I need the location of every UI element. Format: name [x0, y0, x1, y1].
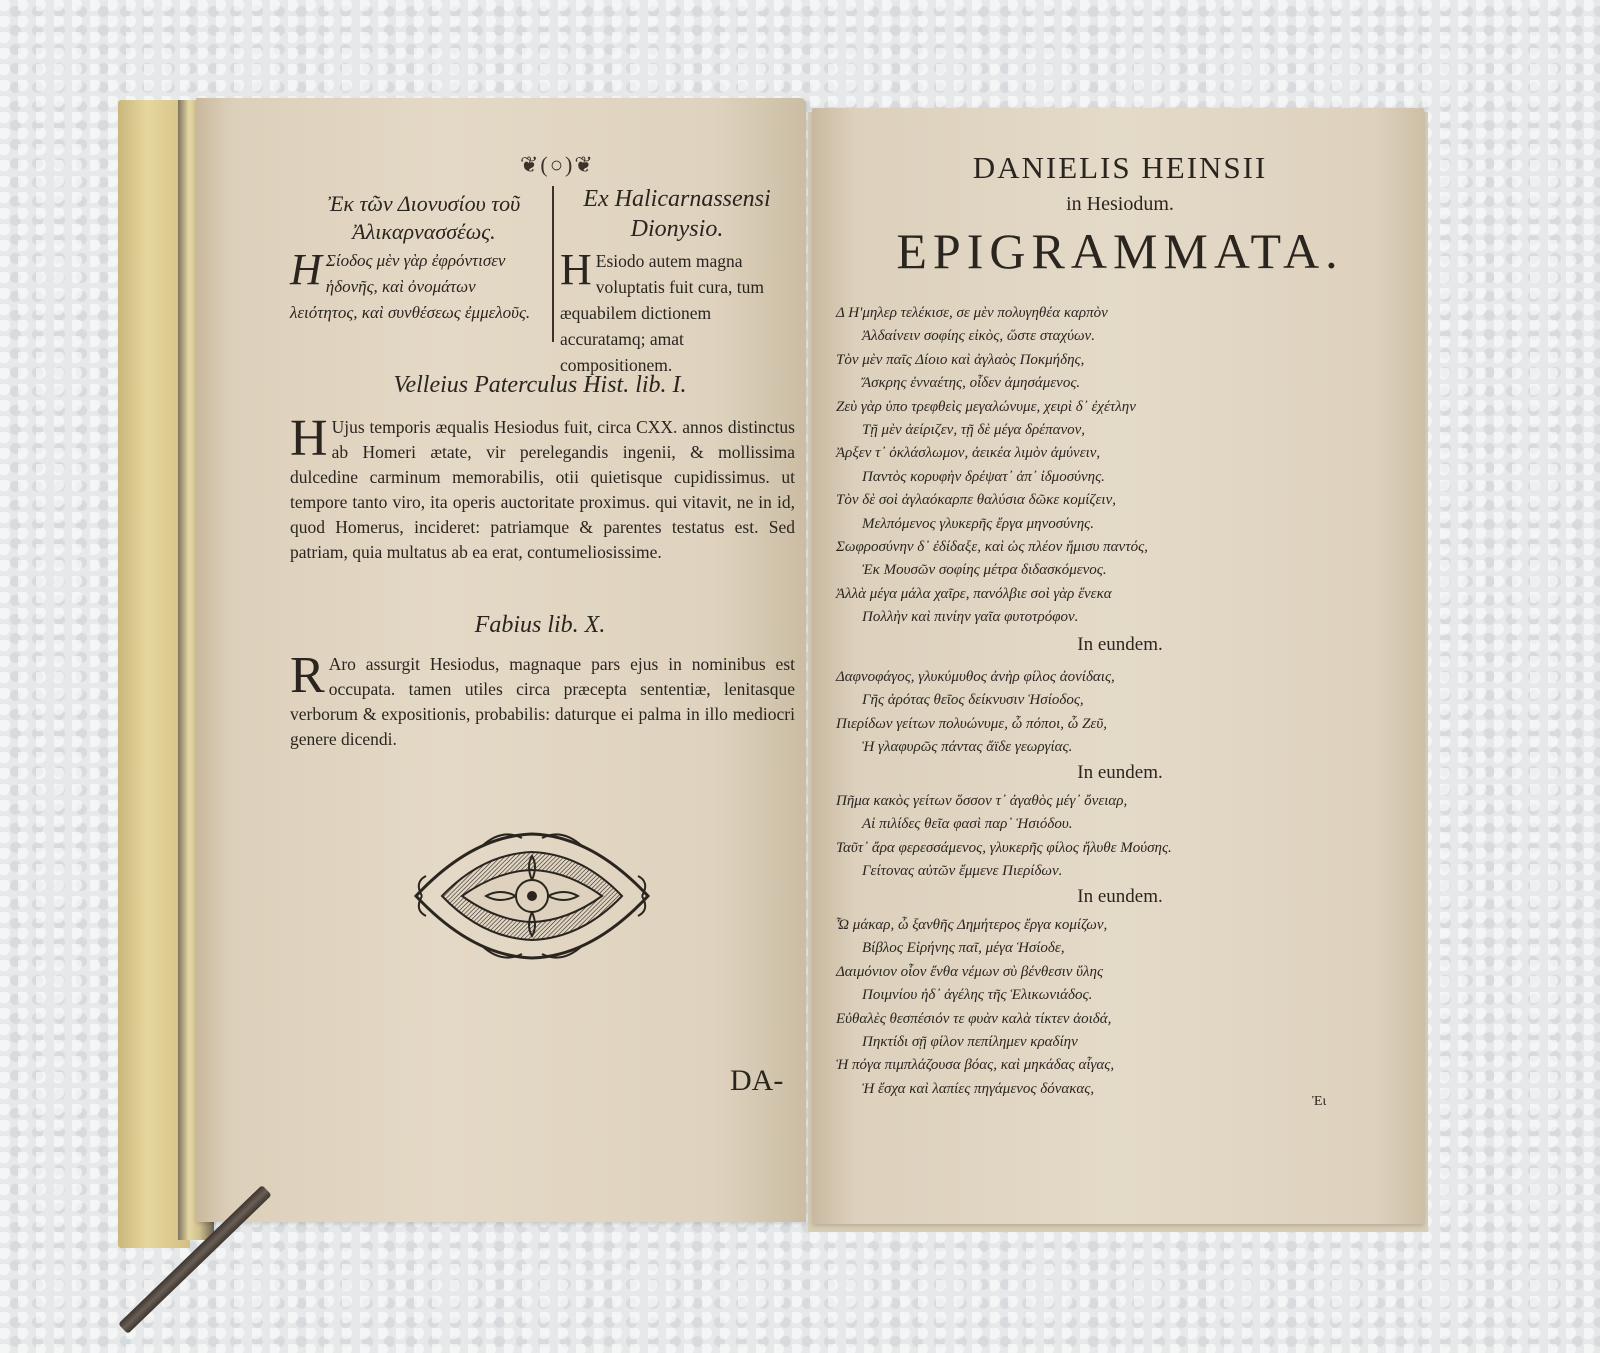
- poem-line: Δαφνοφάγος, γλυκύμυθος ἀνὴρ φίλος ἀονίδαις,: [836, 669, 1115, 685]
- epigram-1: [836, 302, 1306, 630]
- poem-line: Ἡ πόγα πιμπλάζουσα βόας, καὶ μηκάδας αἶγας,: [836, 1057, 1115, 1074]
- poem-line: Τὸν μὲν παῖς Δίοιο καὶ ἀγλαὸς Ποκμήδης,: [836, 351, 1085, 368]
- poem-line: Γείτονας αὐτῶν ἔμμενε Πιερίδων.: [862, 863, 1063, 880]
- section-heading-in-eundem-2: In eundem.: [1077, 762, 1163, 783]
- epigram-2: [836, 666, 1306, 760]
- section-heading-in-eundem-1: In eundem.: [1077, 634, 1163, 655]
- fabius-title: Fabius lib. X.: [474, 612, 606, 638]
- poem-line: Δαιμόνιον οἷον ἔνθα νέμων σὺ βένθεσιν ὕλης: [836, 963, 1104, 980]
- poem-line: Σωφροσύνην δ᾽ ἐδίδαξε, καὶ ὡς πλέον ἥμισυ παντός,: [836, 539, 1148, 556]
- poem-line: Ταῦτ᾽ ἄρα φερεσσάμενος, γλυκερῆς φίλος ἤλυθε Μούσης.: [836, 839, 1172, 856]
- greek-passage: [290, 245, 540, 326]
- velleius-text: Ujus temporis æqualis Hesiodus fuit, circa CXX. annos distinctus ab Homeri ætate, vir perelegandis ingenii, & mollissima dulcedine carminum memorabilis, otii quietisque cupidissimus. ut tempore tanto viro, ita operis auctoritate proximus. qui vitavit, ne in id, quod Homerus, incideret: patriamque & parentes testatus est. Sed patriam, quia multatus ab ea erat, contumeliosissime.: [290, 417, 795, 562]
- latin-text: Esiodo autem magna voluptatis fuit cura, tum æquabilem dictionem accuratamq; amat compositionem.: [560, 251, 764, 375]
- page-header-ornament: ❦(○)❦: [520, 152, 595, 177]
- poem-line: Τὸν δὲ σοὶ ἀγλαόκαρπε θαλύσια δῶκε κομίζειν,: [836, 492, 1116, 509]
- poem-line: Γῆς ἀρότας θεῖος δείκνυσιν Ἡσίοδος,: [862, 692, 1084, 709]
- greek-heading: Ἐκ τῶν Διονυσίου τοῦ Ἀλικαρνασσέως.: [327, 191, 521, 244]
- right-catchword: Ἐι: [1312, 1094, 1327, 1109]
- latin-passage: [560, 245, 800, 378]
- poem-line: Εὐθαλὲς θεσπέσιόν τε φυὰν καλὰ τίκτεν ἀοιδά,: [836, 1010, 1112, 1027]
- column-divider: [552, 186, 554, 342]
- velleius-title: Velleius Paterculus Hist. lib. I.: [393, 372, 687, 398]
- poem-line: Ἀλδαίνειν σοφίης εἰκὸς, ὥστε σταχύων.: [862, 328, 1095, 345]
- left-catchword: DA-: [730, 1064, 784, 1097]
- poem-line: Πολλὴν καὶ πινίην γαῖα φυτοτρόφον.: [862, 609, 1079, 626]
- section-heading-in-eundem-3: In eundem.: [1077, 886, 1163, 907]
- epigram-4: [836, 914, 1306, 1101]
- poem-line: Αἱ πιλίδες θεῖα φασὶ παρ᾽ Ἡσιόδου.: [862, 816, 1073, 833]
- poem-line: Ἄσκρης ἐνναέτης, οἶδεν ἀμησάμενος.: [862, 375, 1081, 392]
- greek-dropcap: H: [290, 245, 322, 294]
- poem-line: Ἡ γλαφυρῶς πάντας ἄϊδε γεωργίας.: [862, 739, 1073, 756]
- epigram-3: [836, 790, 1306, 884]
- page-title: EPIGRAMMATA.: [896, 223, 1344, 279]
- velleius-dropcap: H: [290, 410, 328, 467]
- poem-line: Μελπόμενος γλυκερῆς ἔργα μηνοσύνης.: [862, 515, 1094, 532]
- poem-line: Ποιμνίου ἠδ᾽ ἀγέλης τῆς Ἑλικωνιάδος.: [862, 987, 1093, 1004]
- fabius-dropcap: R: [290, 647, 325, 704]
- poem-line: Βίβλος Εἰρήνης παῖ, μέγα Ἡσίοδε,: [862, 940, 1065, 957]
- author-heading: DANIELIS HEINSII: [972, 150, 1268, 185]
- poem-line: Πῆμα κακὸς γείτων ὅσσον τ᾽ ἀγαθὸς μέγ᾽ ὄνειαρ,: [836, 793, 1128, 809]
- poem-line: Τῇ μὲν ἀείριζεν, τῇ δὲ μέγα δρέπανον,: [862, 422, 1086, 439]
- poem-line: Ἡ ἔσχα καὶ λαπίες πηγάμενος δόνακας,: [862, 1080, 1095, 1097]
- latin-dropcap: H: [560, 245, 592, 294]
- poem-line: Ὦ μάκαρ, ὦ ξανθῆς Δημήτερος ἔργα κομίζων,: [836, 917, 1108, 933]
- floral-vignette-icon: [412, 826, 652, 966]
- velleius-passage: [290, 410, 795, 565]
- latin-heading: Ex Halicarnassensi Dionysio.: [583, 186, 771, 242]
- poem-line: Ἀλλὰ μέγα μάλα χαῖρε, πανόλβιε σοὶ γὰρ ἕνεκα: [836, 585, 1112, 602]
- greek-text: Σίοδος μὲν γὰρ ἐφρόντισεν ἡδονῆς, καὶ ὀνομάτων λειότητος, καὶ συνθέσεως ἐμμελοῦς.: [290, 251, 531, 322]
- poem-line: Ζεὺ γὰρ ὑπο τρεφθεὶς μεγαλώνυμε, χειρὶ δ᾽ ἐχέτλην: [836, 398, 1136, 415]
- fabius-passage: [290, 647, 795, 752]
- fabius-text: Aro assurgit Hesiodus, magnaque pars ejus in nominibus est occupata. tamen utiles circa præcepta sententiæ, lenitasque verborum & expositionis, probabilis: daturque ei palma in illo mediocri genere dicendi.: [290, 654, 795, 749]
- poem-line: Ἐκ Μουσῶν σοφίης μέτρα διδασκόμενος.: [862, 562, 1107, 579]
- poem-line: Πιερίδων γείτων πολυώνυμε, ὦ πόποι, ὦ Ζεῦ,: [836, 715, 1107, 732]
- subtitle: in Hesiodum.: [1066, 193, 1174, 215]
- poem-line: Ἀρξεν τ᾽ ὀκλάσλωμον, ἀεικέα λιμὸν ἀμύνειν,: [836, 445, 1101, 462]
- poem-line: Δ Η'μηλερ τελέκισε, σε μὲν πολυγηθέα καρπὸν: [836, 305, 1108, 321]
- poem-line: Πηκτίδι σῇ φίλον πεπίλημεν κραδίην: [862, 1034, 1078, 1051]
- poem-line: Παντὸς κορυφὴν δρέψατ᾽ ἀπ᾽ ἰδμοσύνης.: [862, 468, 1105, 485]
